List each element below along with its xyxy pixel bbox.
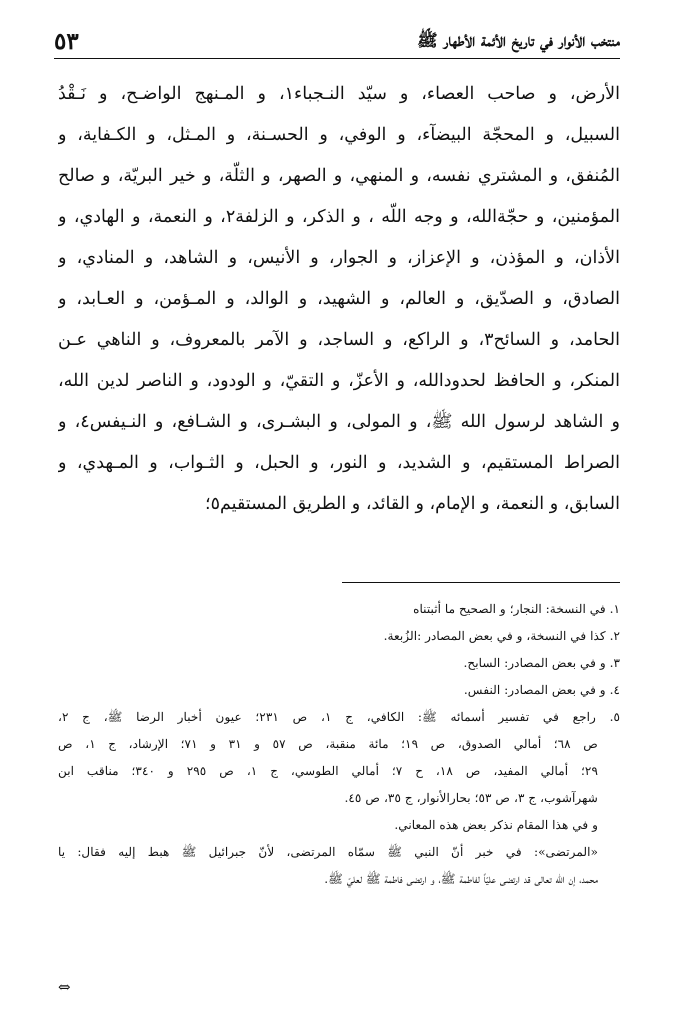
header-rule [54, 58, 620, 59]
body-line: و الشاهد لرسول الله ﷺ، و المولى، و البشـرى، و الشـافع، و النـيفس٤، و [58, 412, 620, 432]
footnote-line: و في هذا المقام نذكر بعض هذه المعاني. [394, 818, 598, 832]
footnote-line: ١. في النسخة: النجار؛ و الصحيح ما أثبتناه [413, 602, 620, 616]
footnote-line: ٢. كذا في النسخة، و في بعض المصادر :الزُبعة. [383, 629, 620, 643]
body-line: المؤمنين، و حجّةالله، و وجه اللّه ، و الذكر، و الزلفة٢، و النعمة، و الهادي، و [58, 207, 620, 227]
footnote-line: ٥. راجع في تفسير أسمائه ﷺ: الكافي، ج ١، ص ٢٣١؛ عيون أخبار الرضا ﷺ، ج ٢، [58, 710, 620, 724]
footnote-line: ٤. و في بعض المصادر: النفس. [463, 683, 620, 697]
page-number: ٥٣ [54, 28, 79, 55]
body-line: الصراط المستقيم، و الشديد، و النور، و الحبل، و الثـواب، و المـهدي، و [58, 453, 620, 473]
footnote-line: محمد، إن الله تعالى قد ارتضى عليّاً لفاطمة ﷺ، و ارتضى فاطمة ﷺ لعليّ ﷺ. [324, 872, 598, 886]
page-end-marker: ⇔ [58, 978, 71, 996]
footnote-separator [342, 582, 620, 583]
book-title: منتخب الأنوار في تاريخ الأئمة الأطهار ﷺ [417, 31, 620, 51]
body-line: الحامد، و السائح٣، و الراكع، و الساجد، و الآمر بالمعروف، و الناهي عـن [58, 330, 620, 350]
body-line: الأذان، و المؤذن، و الإعزاز، و الجوار، و الأنيس، و الشاهد، و المنادي، و [58, 248, 620, 268]
footnote-line: ص ٦٨؛ أمالي الصدوق، ص ١٩؛ مائة منقبة، ص ٥٧ و ٣١ و ٧١؛ الإرشاد، ج ١، ص [58, 737, 598, 751]
footnotes [58, 596, 620, 893]
footnote-line: ٢٩؛ أمالي المفيد، ص ١٨، ح ٧؛ أمالي الطوسي، ج ١، ص ٢٩٥ و ٣٤٠؛ مناقب ابن [58, 764, 598, 778]
body-line: المنكر، و الحافظ لحدودالله، و الأعزّ، و التقيّ، و الودود، و الناصر لدين الله، [58, 371, 620, 391]
main-text [58, 74, 620, 525]
body-line: السبيل، و المحجّة البيضآء، و الوفي، و الحسـنة، و المـثل، و الكـفاية، و [58, 125, 620, 145]
footnote-line: شهرآشوب، ج ٣، ص ٥٣؛ بحارالأنوار، ج ٣٥، ص ٤٥. [344, 791, 598, 805]
body-line: الصادق، و الصدّيق، و العالم، و الشهيد، و الوالد، و المـؤمن، و العـابد، و [58, 289, 620, 309]
body-line: المُنفق، و المشتري نفسه، و المنهي، و الصهر، و الثلّة، و خير البريّة، و صالح [58, 166, 620, 186]
running-header [54, 28, 620, 56]
body-line: الأرض، و صاحب العصاء، و سيّد النـجباء١، و المـنهج الواضـح، و نَـقْدُ [58, 84, 620, 104]
footnote-line: ٣. و في بعض المصادر: السابح. [463, 656, 620, 670]
footnote-line: «المرتضى»: في خبر أنّ النبي ﷺ سمّاه المرتضى، لأنّ جبرائيل ﷺ هبط إليه فقال: يا [58, 845, 598, 859]
body-line: السابق، و النعمة، و الإمام، و القائد، و الطريق المستقيم٥؛ [205, 494, 620, 514]
